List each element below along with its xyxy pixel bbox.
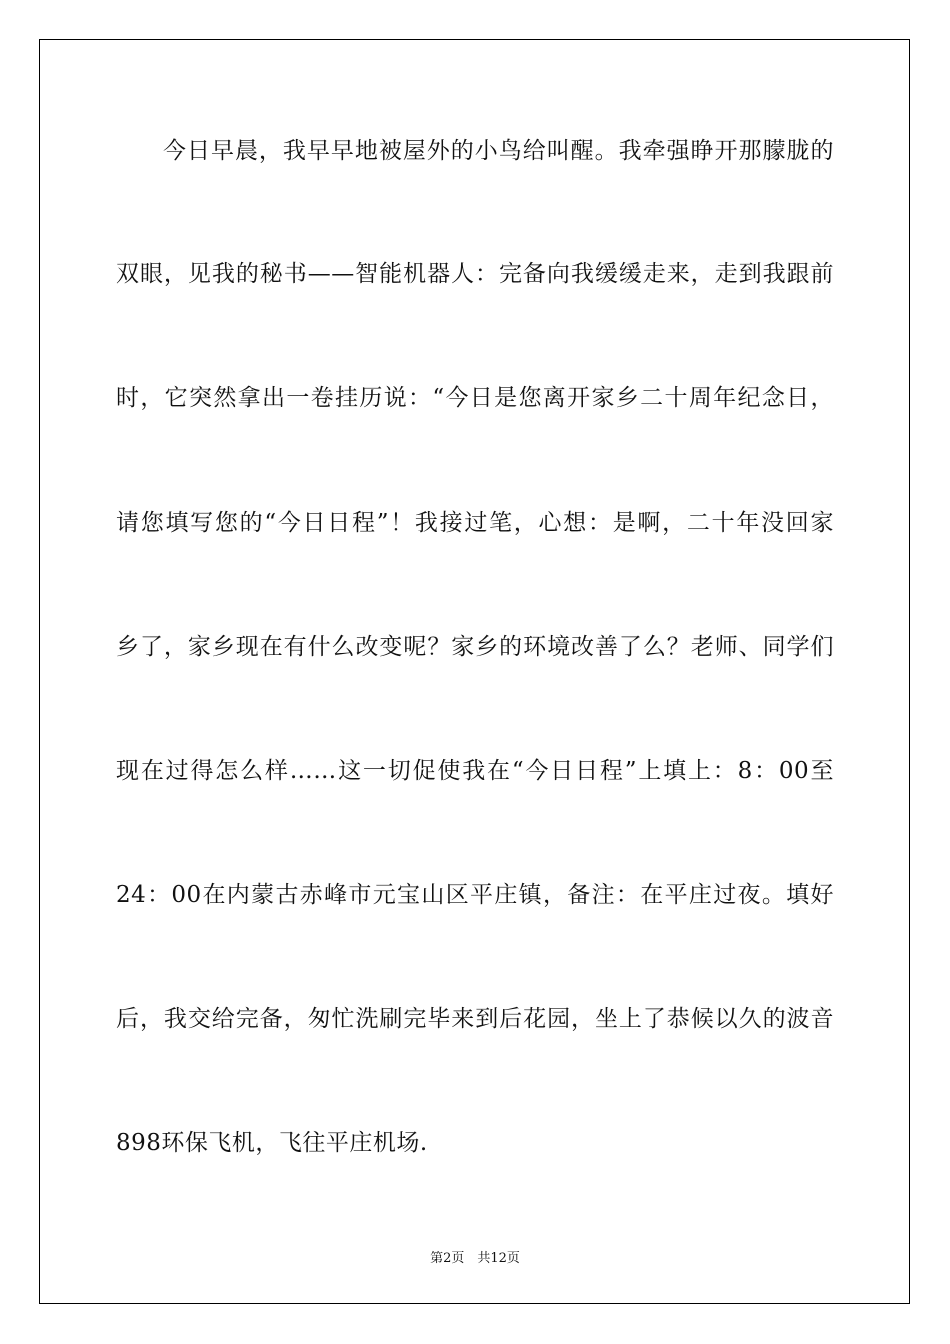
page-footer: 第2页 共12页 bbox=[430, 1251, 520, 1266]
paragraph-line-7: 24：00在内蒙古赤峰市元宝山区平庄镇，备注：在平庄过夜。填好 bbox=[116, 882, 834, 908]
paragraph-line-5: 乡了，家乡现在有什么改变呢？家乡的环境改善了么？老师、同学们 bbox=[116, 634, 834, 660]
paragraph-line-2: 双眼，见我的秘书——智能机器人：完备向我缓缓走来，走到我跟前 bbox=[116, 261, 834, 287]
paragraph-line-6: 现在过得怎么样……这一切促使我在“今日日程”上填上：8：00至 bbox=[116, 758, 834, 784]
paragraph-line-3: 时，它突然拿出一卷挂历说：“今日是您离开家乡二十周年纪念日， bbox=[116, 385, 834, 411]
paragraph-line-1: 今日早晨，我早早地被屋外的小鸟给叫醒。我牵强睁开那朦胧的 bbox=[163, 138, 834, 164]
paragraph-line-9: 898环保飞机，飞往平庄机场. bbox=[116, 1130, 428, 1156]
page-border bbox=[39, 39, 910, 1304]
paragraph-line-4: 请您填写您的“今日日程”！我接过笔，心想：是啊，二十年没回家 bbox=[116, 510, 834, 536]
paragraph-line-8: 后，我交给完备，匆忙洗刷完毕来到后花园，坐上了恭候以久的波音 bbox=[116, 1006, 834, 1032]
